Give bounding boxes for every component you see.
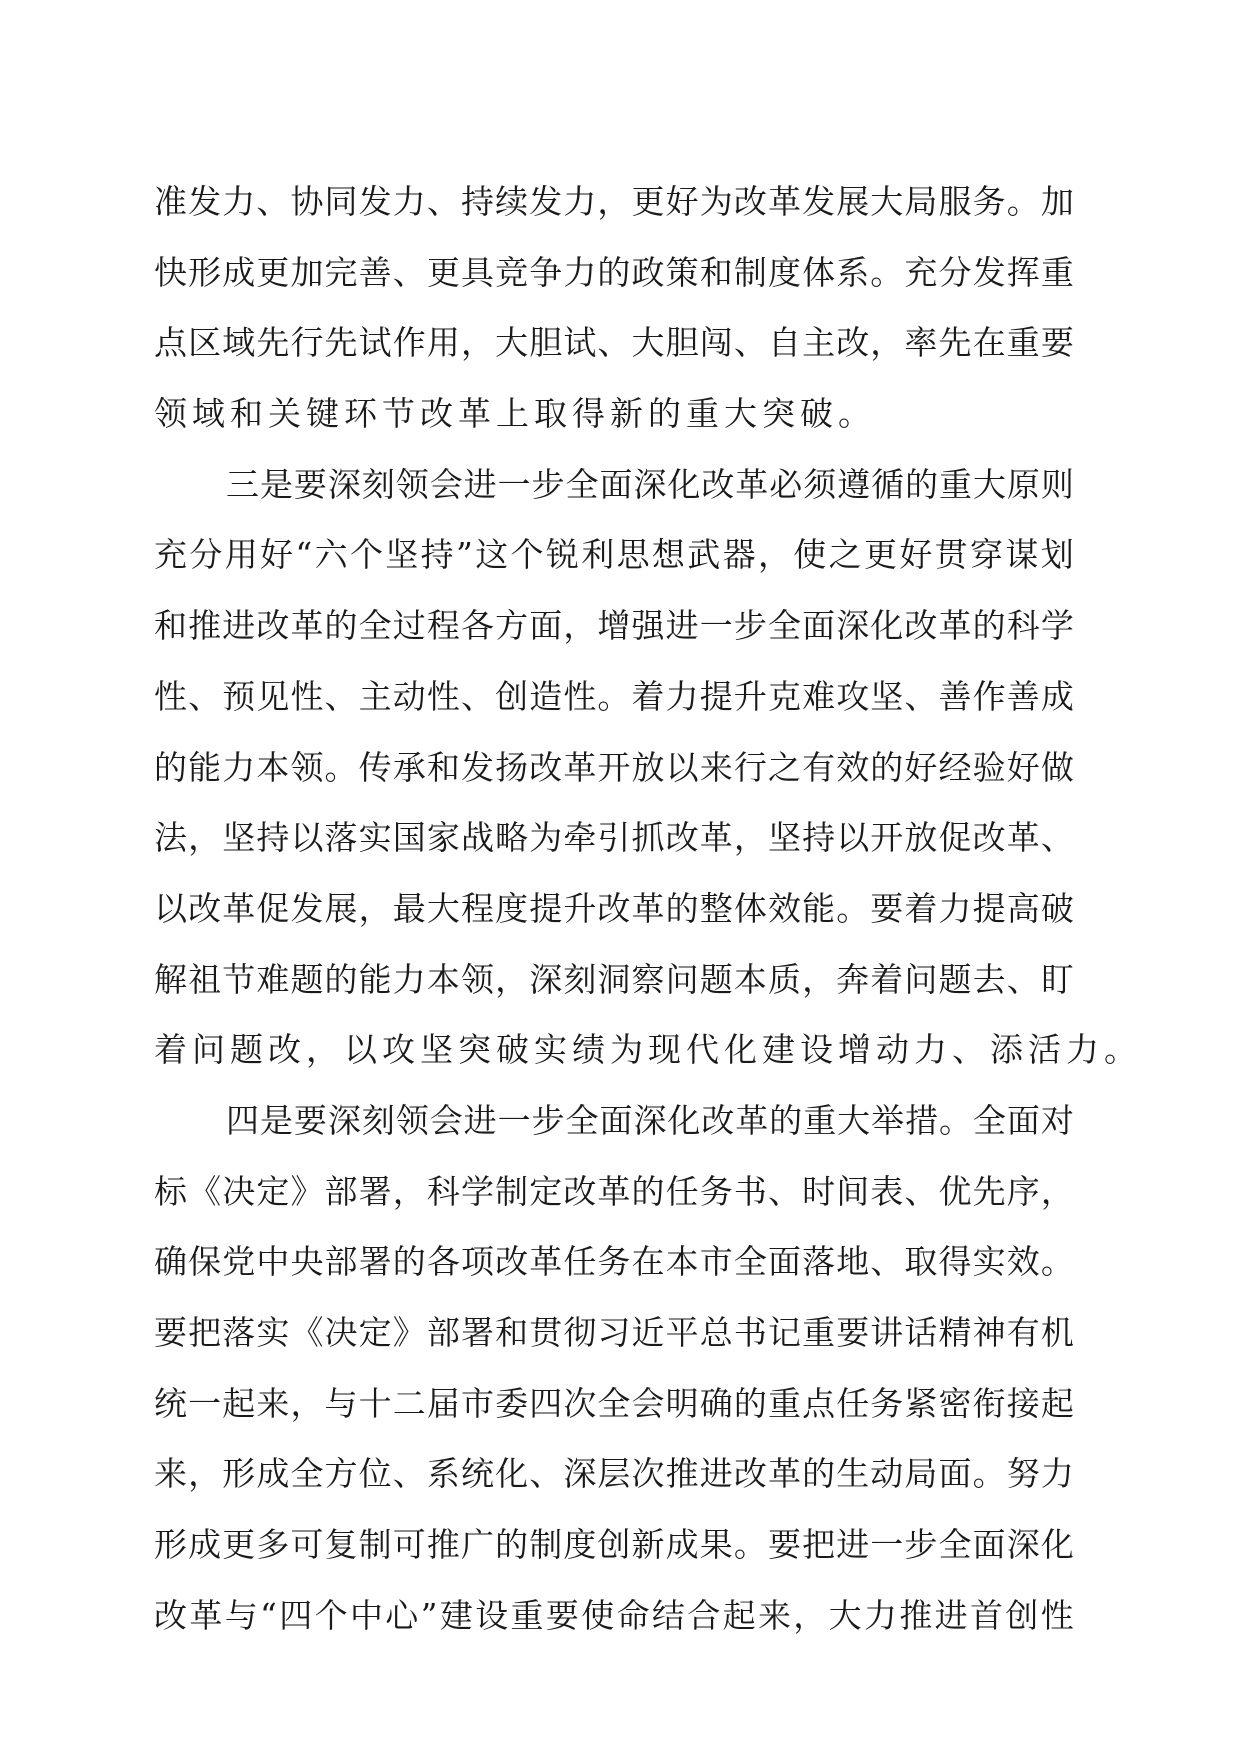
text-line: 快 形 成 更 加 完 善 、 更 具 竞 争 力 的 政 策 和 制 度 体 系 。 充 分 发 挥 重 — [154, 252, 1074, 292]
text-line: 点 区 域 先 行 先 试 作 用 ， 大 胆 试 、 大 胆 闯 、 自 主 改 ， 率 先 在 重 要 — [154, 323, 1074, 363]
text-line: 以 改 革 促 发 展 ， 最 大 程 度 提 升 改 革 的 整 体 效 能 。 要 着 力 提 高 破 — [154, 888, 1074, 928]
text-line: 准 发 力 、 协 同 发 力 、 持 续 发 力 ， 更 好 为 改 革 发 展 大 局 服 务 。 加 — [154, 182, 1074, 221]
text-line: 四 是 要 深 刻 领 会 进 一 步 全 面 深 化 改 革 的 重 大 举 措 。 全 面 对 — [226, 1100, 1074, 1140]
body-text — [154, 182, 1142, 1666]
text-line: 性 、 预 见 性 、 主 动 性 、 创 造 性 。 着 力 提 升 克 难 攻 坚 、 善 作 善 成 — [154, 676, 1074, 716]
text-line: 充 分 用 好 “ 六 个 坚 持 ” 这 个 锐 利 思 想 武 器 ， 使 之 更 好 贯 穿 谋 划 — [154, 535, 1074, 575]
text-line: 要 把 落 实 《 决 定 》 部 署 和 贯 彻 习 近 平 总 书 记 重 要 讲 话 精 神 有 机 — [154, 1313, 1074, 1352]
text-line: 改 革 与 “ 四 个 中 心 ” 建 设 重 要 使 命 结 合 起 来 ， 大 力 推 进 首 创 性 — [154, 1595, 1074, 1635]
text-line: 和 推 进 改 革 的 全 过 程 各 方 面 ， 增 强 进 一 步 全 面 深 化 改 革 的 科 学 — [154, 606, 1074, 646]
text-line: 确 保 党 中 央 部 署 的 各 项 改 革 任 务 在 本 市 全 面 落 地 、 取 得 实 效 。 — [154, 1242, 1074, 1282]
text-line: 统 一 起 来 ， 与 十 二 届 市 委 四 次 全 会 明 确 的 重 点 任 务 紧 密 衔 接 起 — [154, 1383, 1074, 1423]
text-line: 领域和关键环节改革上取得新的重大突破。 — [154, 394, 876, 434]
text-line: 解 祖 节 难 题 的 能 力 本 领 ， 深 刻 洞 察 问 题 本 质 ， 奔 着 问 题 去 、 盯 — [154, 959, 1074, 999]
text-line: 来 ， 形 成 全 方 位 、 系 统 化 、 深 层 次 推 进 改 革 的 生 动 局 面 。 努 力 — [154, 1454, 1074, 1494]
text-line: 形 成 更 多 可 复 制 可 推 广 的 制 度 创 新 成 果 。 要 把 进 一 步 全 面 深 化 — [154, 1525, 1074, 1565]
text-line: 着问题改，以攻坚突破实绩为现代化建设增动力、添活力。 — [154, 1030, 1142, 1070]
text-line: 标 《 决 定 》 部 署 ， 科 学 制 定 改 革 的 任 务 书 、 时 间 表 、 优 先 序 ， — [154, 1171, 1074, 1211]
text-line: 的 能 力 本 领 。 传 承 和 发 扬 改 革 开 放 以 来 行 之 有 效 的 好 经 验 好 做 — [154, 747, 1074, 787]
text-line: 三 是 要 深 刻 领 会 进 一 步 全 面 深 化 改 革 必 须 遵 循 的 重 大 原 则 — [226, 464, 1074, 504]
text-line: 法 ， 坚 持 以 落 实 国 家 战 略 为 牵 引 抓 改 革 ， 坚 持 以 开 放 促 改 革 、 — [154, 818, 1074, 858]
